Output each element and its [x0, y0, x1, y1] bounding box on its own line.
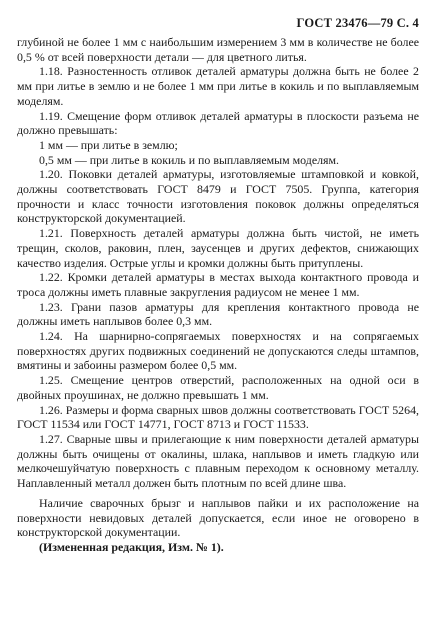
paragraph-1-18: 1.18. Разностенность отливок деталей арматуры должна быть не более 2 мм при литье в землю и не более 1 мм при литье в кокиль и по выплавляемым моделям.	[17, 64, 419, 108]
paragraph-1-19-item-2: 0,5 мм — при литье в кокиль и по выплавляемым моделям.	[39, 152, 340, 167]
paragraph-1-20: 1.20. Поковки деталей арматуры, изготовляемые штамповкой и ковкой, должны соответствовать ГОСТ 8479 и ГОСТ 7505. Группа, категория прочности и класс точности изготовления поковок должны определяться конструкторской документацией.	[17, 167, 419, 226]
paragraph-welding-spatter: Наличие сварочных брызг и наплывов пайки и их расположение на поверхности невидовых деталей допускается, если иное не оговорено в конструкторской документации.	[17, 495, 419, 540]
document-body	[17, 35, 419, 555]
paragraph-1-21: 1.21. Поверхность деталей арматуры должна быть чистой, не иметь трещин, сколов, раковин, плен, заусенцев и других дефектов, снижающих качество изделия. Острые углы и кромки должны быть притуплены.	[17, 226, 419, 270]
paragraph-1-19: 1.19. Смещение форм отливок деталей арматуры в плоскости разъема не должно превышать:	[17, 108, 419, 138]
paragraph-1-24: 1.24. На шарнирно-сопрягаемых поверхностях и на сопрягаемых поверхностях других подвижных соединений не допускаются следы штампов, вмятины и забоины размером более 0,5 мм.	[17, 329, 419, 373]
amendment-note: (Измененная редакция, Изм. № 1).	[39, 539, 224, 554]
paragraph-1-22: 1.22. Кромки деталей арматуры в местах выхода контактного провода и троса должны иметь плавные закругления радиусом не менее 1 мм.	[17, 270, 419, 299]
paragraph-1-25: 1.25. Смещение центров отверстий, расположенных на одной оси в двойных проушинах, не должно превышать 1 мм.	[17, 373, 419, 402]
paragraph-1-26: 1.26. Размеры и форма сварных швов должны соответствовать ГОСТ 5264, ГОСТ 11534 или ГОСТ 14771, ГОСТ 8713 и ГОСТ 11533.	[17, 402, 419, 432]
paragraph-1-19-item-1: 1 мм — при литье в землю;	[39, 137, 178, 152]
standard-header: ГОСТ 23476—79 С. 4	[296, 16, 419, 30]
paragraph-1-23: 1.23. Грани пазов арматуры для крепления контактного провода не должны иметь наплывов более 0,3 мм.	[17, 299, 419, 329]
paragraph-1-27: 1.27. Сварные швы и прилегающие к ним поверхности деталей арматуры должны быть очищены от окалины, шлака, наплывов и иметь гладкую или мелкочешуйчатую поверхность с плавным переходом к основному металлу. Наплавленный металл должен быть плотным по всей длине шва.	[17, 431, 419, 491]
paragraph-continuation: глубиной не более 1 мм с наибольшим измерением 3 мм в количестве не более 0,5 % от всей поверхности детали — для цветного литья.	[17, 35, 419, 64]
